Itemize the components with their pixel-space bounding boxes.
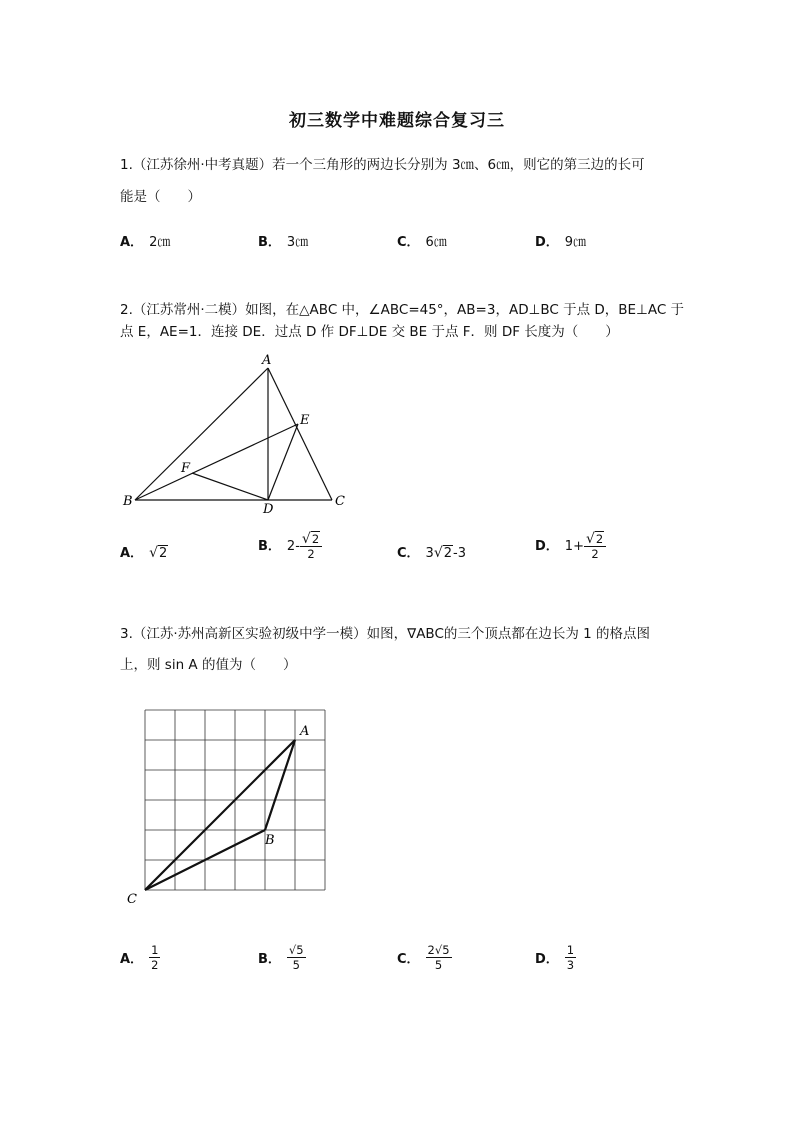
point-b-label: B bbox=[265, 833, 275, 848]
fraction: $\frac{2√5}{5}$ bbox=[427, 943, 450, 972]
fraction: $\frac{√2}{2}$ bbox=[300, 532, 322, 561]
q1-option-d[interactable]: D． 9㎝ bbox=[535, 235, 587, 250]
fraction: $\frac{√5}{5}$ bbox=[288, 943, 304, 972]
q2-option-b[interactable]: B． 2- $\frac{√2}{2}$ bbox=[258, 532, 322, 561]
q2-triangle-figure bbox=[115, 350, 355, 520]
q2-option-d[interactable]: D． 1+ $\frac{√2}{2}$ bbox=[535, 532, 606, 561]
fraction: $\frac{√2}{2}$ bbox=[584, 532, 606, 561]
square-root: √2 bbox=[433, 545, 453, 561]
q3-option-c[interactable]: C． $\frac{2√5}{5}$ bbox=[397, 943, 450, 972]
q1-option-a[interactable]: A． 2㎝ bbox=[120, 235, 171, 250]
segment-df bbox=[192, 473, 268, 500]
q3-option-a[interactable]: A． $\frac{1}{2}$ bbox=[120, 943, 159, 972]
q2-option-c[interactable]: C． 3√2-3 bbox=[397, 545, 466, 561]
fraction: $\frac{1}{3}$ bbox=[566, 943, 575, 972]
point-f-label: F bbox=[181, 461, 191, 476]
square-root: √2 bbox=[149, 545, 168, 561]
point-a-label: A bbox=[300, 724, 310, 739]
q2-option-a[interactable]: A． √2 bbox=[120, 545, 168, 561]
q3-grid-figure bbox=[120, 700, 340, 910]
point-c-label: C bbox=[127, 892, 137, 907]
point-c-label: C bbox=[335, 494, 345, 509]
q1-text-line1: 1.（江苏徐州·中考真题）若一个三角形的两边长分别为 3㎝、6㎝，则它的第三边的长可 bbox=[120, 157, 645, 173]
q1-text-line2: 能是（ ） bbox=[120, 189, 201, 205]
page-title: 初三数学中难题综合复习三 bbox=[289, 111, 505, 131]
point-a-label: A bbox=[262, 353, 272, 368]
q1-option-b[interactable]: B． 3㎝ bbox=[258, 235, 309, 250]
fraction: $\frac{1}{2}$ bbox=[151, 943, 159, 972]
point-b-label: B bbox=[123, 494, 133, 509]
segment-be bbox=[135, 424, 298, 500]
point-d-label: D bbox=[263, 502, 274, 517]
point-e-label: E bbox=[300, 413, 310, 428]
segment-ca bbox=[145, 740, 295, 890]
q3-text-line1: 3.（江苏·苏州高新区实验初级中学一模）如图，∇ABC的三个顶点都在边长为 1 的格点图 bbox=[120, 626, 651, 642]
q1-option-c[interactable]: C． 6㎝ bbox=[397, 235, 447, 250]
q2-text-line1: 2.（江苏常州·二模）如图，在△ABC 中，∠ABC=45°，AB=3，AD⊥BC 于点 D，BE⊥AC 于 bbox=[120, 302, 685, 318]
q2-text-line2: 点 E，AE=1．连接 DE．过点 D 作 DF⊥DE 交 BE 于点 F．则 DF 长度为（ ） bbox=[120, 324, 619, 340]
q3-option-d[interactable]: D． $\frac{1}{3}$ bbox=[535, 943, 575, 972]
q3-text-line2: 上，则 sin A 的值为（ ） bbox=[120, 657, 297, 673]
segment-ab bbox=[135, 368, 268, 500]
q3-option-b[interactable]: B． $\frac{√5}{5}$ bbox=[258, 943, 304, 972]
